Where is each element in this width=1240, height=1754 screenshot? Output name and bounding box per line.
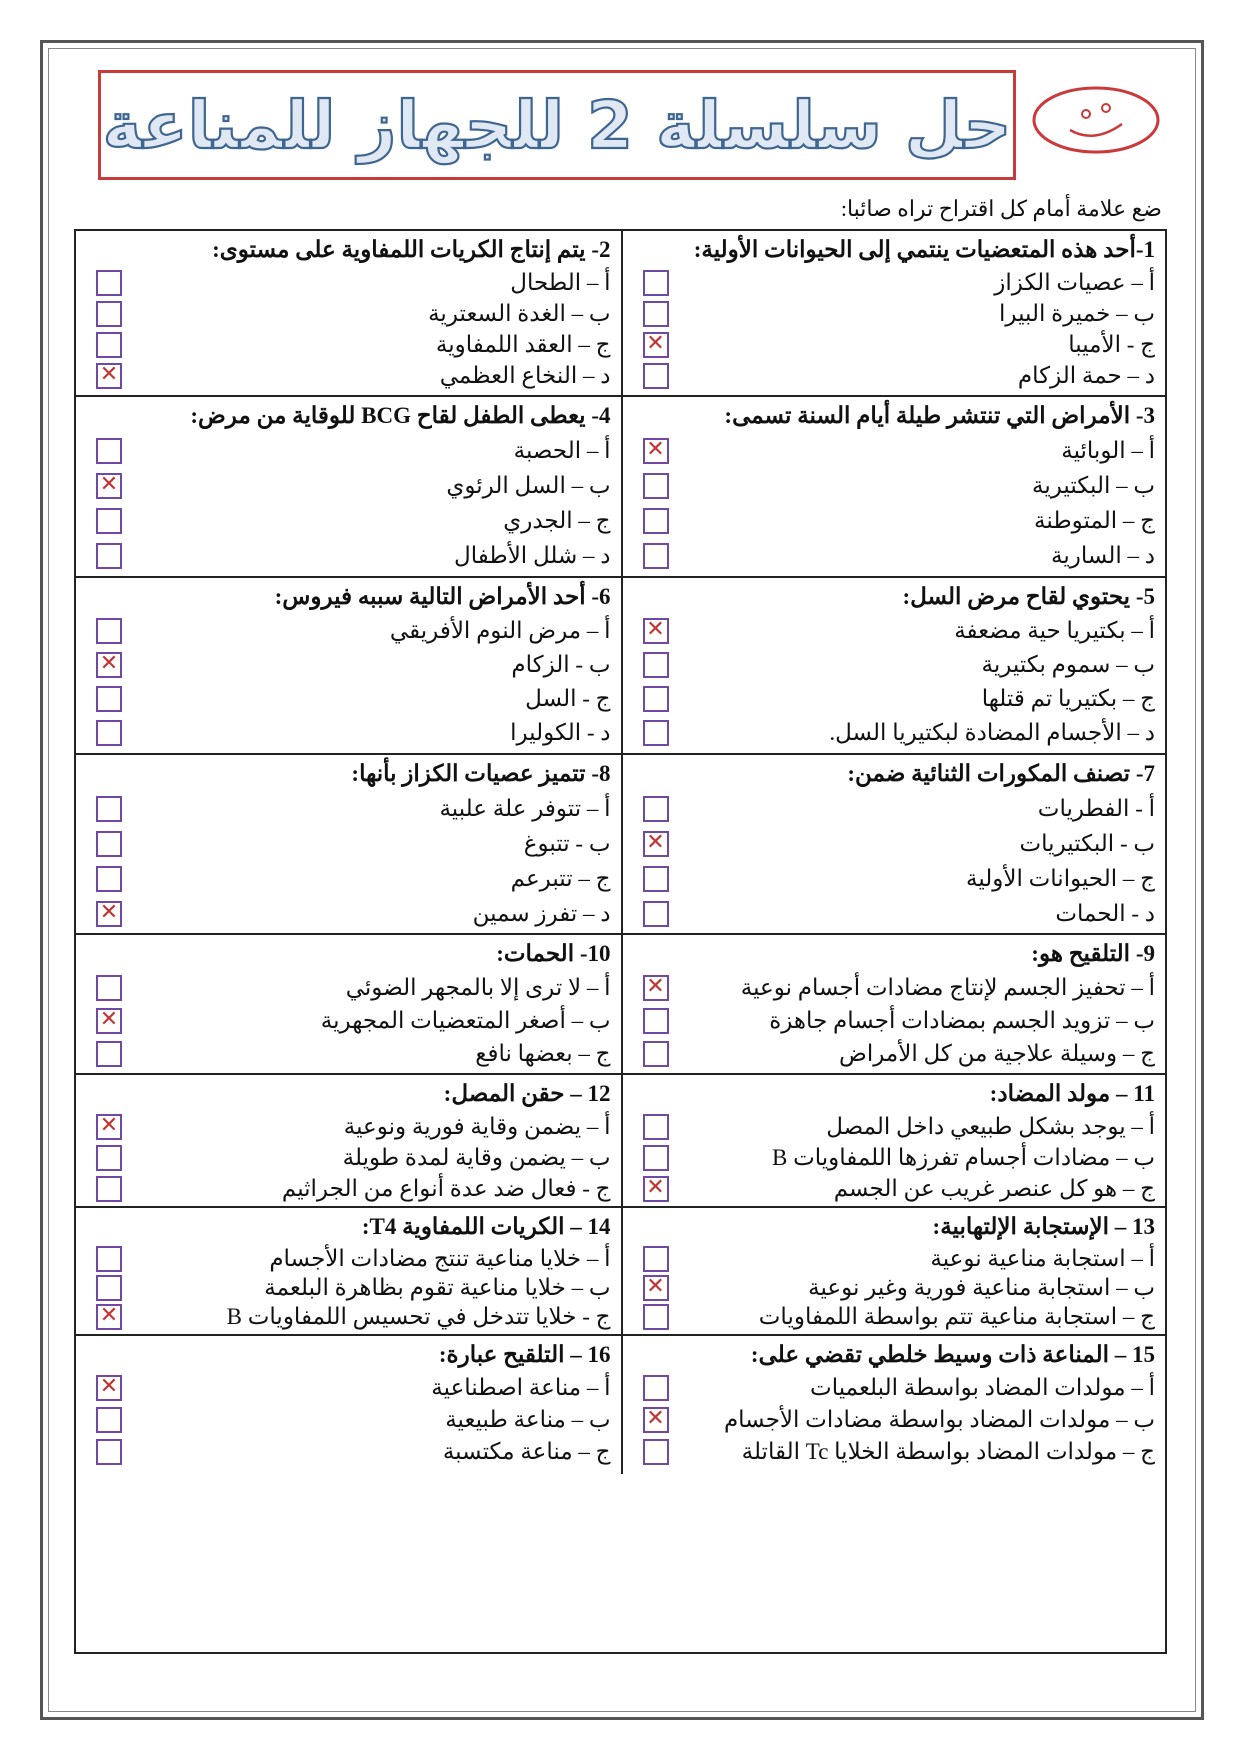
- option-text: ج - السل: [525, 686, 611, 711]
- x-mark-icon: ✕: [99, 651, 119, 676]
- option-row: [86, 433, 611, 468]
- option-row: [633, 538, 1156, 573]
- option-row: [633, 433, 1156, 468]
- option-row: [633, 971, 1156, 1004]
- x-mark-icon: ✕: [99, 361, 119, 387]
- option-text: د – حمة الزكام: [1017, 362, 1155, 388]
- checkbox-icon[interactable]: [643, 1246, 669, 1272]
- option-row: [633, 826, 1156, 861]
- option-text: ج – وسيلة علاجية من كل الأمراض: [839, 1040, 1155, 1066]
- option-text: أ – تحفيز الجسم لإنتاج مضادات أجسام نوعية: [740, 974, 1155, 1000]
- option-text: ب – البكتيرية: [1032, 472, 1155, 498]
- checkbox-icon[interactable]: [643, 1439, 669, 1465]
- option-text: د – الأجسام المضادة لبكتيريا السل.: [829, 720, 1155, 745]
- option-text: ج – بكتيريا تم قتلها: [981, 686, 1155, 711]
- checkbox-icon[interactable]: [96, 1114, 122, 1140]
- checkbox-icon[interactable]: [96, 901, 122, 927]
- checkbox-icon[interactable]: [96, 1375, 122, 1401]
- option-row: [633, 896, 1156, 931]
- question-text: 14 – الكريات اللمفاوية T4:: [361, 1214, 611, 1239]
- option-row: [633, 329, 1156, 360]
- question-text: 4- يعطى الطفل لقاح BCG للوقاية من مرض:: [190, 403, 611, 428]
- option-row: [86, 1244, 611, 1273]
- checkbox-icon[interactable]: [96, 796, 122, 822]
- checkbox-icon[interactable]: [96, 975, 122, 1001]
- checkbox-icon[interactable]: [643, 1145, 669, 1171]
- option-row: [86, 614, 611, 648]
- checkbox-icon[interactable]: [96, 1008, 122, 1034]
- checkbox-icon[interactable]: [643, 652, 669, 678]
- option-row: [86, 648, 611, 682]
- checkbox-icon[interactable]: [96, 1145, 122, 1171]
- option-text: د – السارية: [1050, 542, 1155, 568]
- option-text: د – النخاع العظمي: [439, 362, 611, 388]
- option-row: [86, 1037, 611, 1070]
- question-cell-9: [621, 935, 1166, 1075]
- option-row: [633, 267, 1156, 298]
- option-row: [86, 896, 611, 931]
- option-row: [86, 468, 611, 503]
- option-text: أ – الحصبة: [513, 437, 611, 463]
- option-row: [86, 1111, 611, 1142]
- x-mark-icon: ✕: [646, 1406, 665, 1431]
- option-text: أ – استجابة مناعية نوعية: [930, 1245, 1155, 1271]
- option-row: [86, 716, 611, 750]
- x-mark-icon: ✕: [99, 1374, 119, 1399]
- question-cell-15: [621, 1336, 1166, 1474]
- checkbox-icon[interactable]: [643, 796, 669, 822]
- checkbox-icon[interactable]: [96, 1439, 122, 1465]
- option-row: [86, 1436, 611, 1468]
- option-row: [633, 1111, 1156, 1142]
- option-row: [86, 1173, 611, 1204]
- option-row: [633, 1173, 1156, 1204]
- option-row: [86, 861, 611, 896]
- checkbox-icon[interactable]: [643, 901, 669, 927]
- checkbox-icon[interactable]: [96, 831, 122, 857]
- question-cell-6: [76, 578, 621, 755]
- checkbox-icon[interactable]: [96, 1246, 122, 1272]
- question-cell-2: [76, 231, 621, 397]
- checkbox-icon[interactable]: [643, 1114, 669, 1140]
- option-row: [633, 861, 1156, 896]
- checkbox-icon[interactable]: [643, 1407, 669, 1433]
- option-text: ب – الغدة السعترية: [428, 300, 611, 326]
- option-row: [86, 1372, 611, 1404]
- option-row: [86, 360, 611, 391]
- question-cell-14: [76, 1208, 621, 1336]
- checkbox-icon[interactable]: [96, 301, 122, 327]
- option-row: [86, 1004, 611, 1037]
- checkbox-icon[interactable]: [96, 618, 122, 644]
- option-text: د - الحمات: [1055, 900, 1155, 926]
- option-row: [633, 682, 1156, 716]
- checkbox-icon[interactable]: [643, 543, 669, 569]
- option-text: ب – مضادات أجسام تفرزها اللمفاويات B: [771, 1144, 1155, 1170]
- question-cell-4: [76, 397, 621, 578]
- checkbox-icon[interactable]: [96, 686, 122, 712]
- option-text: أ – يضمن وقاية فورية ونوعية: [343, 1113, 611, 1139]
- checkbox-icon[interactable]: [643, 438, 669, 464]
- option-row: [86, 791, 611, 826]
- option-row: [633, 648, 1156, 682]
- option-text: ج – تتبرعم: [510, 865, 611, 891]
- option-text: ب – السل الرئوي: [446, 472, 611, 498]
- checkbox-icon[interactable]: [96, 866, 122, 892]
- option-text: ج – المتوطنة: [1034, 507, 1155, 533]
- question-text: 16 – التلقيح عبارة:: [438, 1342, 611, 1367]
- option-row: [633, 1302, 1156, 1331]
- x-mark-icon: ✕: [646, 330, 665, 356]
- checkbox-icon[interactable]: [96, 438, 122, 464]
- x-mark-icon: ✕: [646, 1273, 665, 1299]
- question-cell-5: [621, 578, 1166, 755]
- option-text: ب – سموم بكتيرية: [981, 652, 1155, 677]
- x-mark-icon: ✕: [646, 617, 665, 642]
- checkbox-icon[interactable]: [96, 1041, 122, 1067]
- question-text: 12 – حقن المصل:: [443, 1081, 611, 1106]
- option-text: ج – العقد اللمفاوية: [435, 331, 611, 357]
- option-text: ج – الجدري: [503, 507, 611, 533]
- option-text: ب – مناعة طبيعية: [445, 1407, 611, 1432]
- x-mark-icon: ✕: [646, 1174, 665, 1200]
- question-cell-10: [76, 935, 621, 1075]
- option-row: [86, 1302, 611, 1331]
- checkbox-icon[interactable]: [96, 543, 122, 569]
- quiz-grid: [74, 229, 1167, 1654]
- option-row: [633, 298, 1156, 329]
- option-text: ب – تزويد الجسم بمضادات أجسام جاهزة: [769, 1007, 1155, 1033]
- option-text: أ – عصيات الكزاز: [994, 269, 1155, 295]
- option-text: أ – الطحال: [510, 269, 611, 295]
- checkbox-icon[interactable]: [643, 473, 669, 499]
- checkbox-icon[interactable]: [643, 686, 669, 712]
- option-text: د - الكوليرا: [510, 720, 611, 745]
- option-row: [86, 298, 611, 329]
- question-text: 1-أحد هذه المتعضيات ينتمي إلى الحيوانات الأولية:: [693, 237, 1155, 262]
- checkbox-icon[interactable]: [643, 270, 669, 296]
- option-text: ب – استجابة مناعية فورية وغير نوعية: [808, 1274, 1155, 1300]
- checkbox-icon[interactable]: [643, 1275, 669, 1301]
- checkbox-icon[interactable]: [96, 1176, 122, 1202]
- option-text: ج – بعضها نافع: [475, 1040, 611, 1066]
- option-text: ج - خلايا تتدخل في تحسيس اللمفاويات B: [226, 1303, 611, 1329]
- option-row: [633, 360, 1156, 391]
- question-cell-1: [621, 231, 1166, 397]
- checkbox-icon[interactable]: [643, 1304, 669, 1330]
- question-cell-13: [621, 1208, 1166, 1336]
- checkbox-icon[interactable]: [643, 363, 669, 389]
- option-text: ب – خلايا مناعية تقوم بظاهرة البلعمة: [264, 1274, 611, 1300]
- option-row: [633, 1273, 1156, 1302]
- option-row: [86, 329, 611, 360]
- option-row: [633, 1436, 1156, 1468]
- instruction-text: ضع علامة أمام كل اقتراح تراه صائبا:: [840, 196, 1162, 221]
- checkbox-icon[interactable]: [643, 1375, 669, 1401]
- option-text: ب - البكتيريات: [1019, 830, 1155, 856]
- option-text: ج – استجابة مناعية تتم بواسطة اللمفاويات: [758, 1303, 1155, 1329]
- checkbox-icon[interactable]: [643, 301, 669, 327]
- checkbox-icon[interactable]: [96, 720, 122, 746]
- option-row: [86, 1404, 611, 1436]
- checkbox-icon[interactable]: [643, 831, 669, 857]
- option-text: أ – تتوفر علة علبية: [439, 795, 611, 821]
- checkbox-icon[interactable]: [96, 508, 122, 534]
- checkbox-icon[interactable]: [96, 1275, 122, 1301]
- option-text: ب – أصغر المتعضيات المجهرية: [320, 1007, 611, 1033]
- checkbox-icon[interactable]: [643, 618, 669, 644]
- question-cell-7: [621, 755, 1166, 935]
- checkbox-icon[interactable]: [643, 1008, 669, 1034]
- option-text: أ - الفطريات: [1037, 795, 1155, 821]
- checkbox-icon[interactable]: [96, 332, 122, 358]
- option-text: أ – مناعة اصطناعية: [431, 1375, 611, 1400]
- option-text: أ – مولدات المضاد بواسطة البلعميات: [810, 1375, 1155, 1400]
- checkbox-icon[interactable]: [96, 652, 122, 678]
- question-text: 13 – الإستجابة الإلتهابية:: [932, 1214, 1155, 1239]
- checkbox-icon[interactable]: [643, 720, 669, 746]
- option-row: [633, 1372, 1156, 1404]
- option-row: [633, 468, 1156, 503]
- option-text: ج – مناعة مكتسبة: [442, 1439, 611, 1464]
- option-row: [86, 538, 611, 573]
- question-text: 3- الأمراض التي تنتشر طيلة أيام السنة تسمى:: [724, 403, 1155, 428]
- question-text: 6- أحد الأمراض التالية سببه فيروس:: [274, 584, 611, 609]
- x-mark-icon: ✕: [646, 829, 665, 855]
- question-text: 5- يحتوي لقاح مرض السل:: [902, 584, 1155, 609]
- option-text: ب - الزكام: [511, 652, 611, 677]
- option-text: ج – مولدات المضاد بواسطة الخلايا Tc القاتلة: [741, 1439, 1155, 1464]
- checkbox-icon[interactable]: [643, 1041, 669, 1067]
- checkbox-icon[interactable]: [96, 1304, 122, 1330]
- question-text: 8- تتميز عصيات الكزاز بأنها:: [351, 761, 611, 786]
- option-text: ج - الأميبا: [1068, 331, 1155, 357]
- question-cell-12: [76, 1075, 621, 1208]
- question-cell-11: [621, 1075, 1166, 1208]
- option-row: [633, 791, 1156, 826]
- checkbox-icon[interactable]: [96, 1407, 122, 1433]
- option-text: ج – هو كل عنصر غريب عن الجسم: [833, 1175, 1155, 1201]
- smiley-face-icon: [1030, 84, 1162, 156]
- option-text: أ – مرض النوم الأفريقي: [389, 618, 611, 643]
- x-mark-icon: ✕: [99, 1006, 119, 1032]
- option-text: أ – يوجد بشكل طبيعي داخل المصل: [826, 1113, 1155, 1139]
- option-text: د – شلل الأطفال: [454, 542, 611, 568]
- checkbox-icon[interactable]: [96, 363, 122, 389]
- x-mark-icon: ✕: [99, 471, 119, 497]
- option-row: [86, 503, 611, 538]
- checkbox-icon[interactable]: [643, 332, 669, 358]
- question-text: 11 – مولد المضاد:: [989, 1081, 1155, 1106]
- checkbox-icon[interactable]: [643, 1176, 669, 1202]
- option-row: [86, 267, 611, 298]
- option-text: أ – خلايا مناعية تنتج مضادات الأجسام: [269, 1245, 611, 1271]
- option-row: [86, 826, 611, 861]
- question-cell-16: [76, 1336, 621, 1474]
- option-row: [633, 614, 1156, 648]
- option-row: [86, 971, 611, 1004]
- question-text: 9- التلقيح هو:: [1031, 941, 1155, 966]
- option-row: [633, 1004, 1156, 1037]
- x-mark-icon: ✕: [99, 899, 119, 925]
- checkbox-icon[interactable]: [96, 270, 122, 296]
- option-text: ج – الحيوانات الأولية: [965, 865, 1155, 891]
- x-mark-icon: ✕: [99, 1302, 119, 1328]
- option-text: ج - فعال ضد عدة أنواع من الجراثيم: [281, 1175, 611, 1201]
- checkbox-icon[interactable]: [643, 508, 669, 534]
- question-text: 7- تصنف المكورات الثنائية ضمن:: [847, 761, 1155, 786]
- option-row: [633, 1142, 1156, 1173]
- page-title: حل سلسلة 2 للجهاز للمناعة: [102, 86, 1012, 164]
- option-text: د – تفرز سمين: [472, 900, 611, 926]
- x-mark-icon: ✕: [646, 973, 665, 999]
- option-text: أ – بكتيريا حية مضعفة: [954, 618, 1155, 643]
- option-text: أ – الوبائية: [1061, 437, 1155, 463]
- question-text: 15 – المناعة ذات وسيط خلطي تقضي على:: [750, 1342, 1155, 1367]
- option-row: [86, 1142, 611, 1173]
- option-text: ب - تتبوغ: [523, 830, 611, 856]
- checkbox-icon[interactable]: [643, 975, 669, 1001]
- x-mark-icon: ✕: [646, 436, 665, 462]
- option-text: ب – يضمن وقاية لمدة طويلة: [342, 1144, 611, 1170]
- option-row: [633, 1404, 1156, 1436]
- question-text: 10- الحمات:: [496, 941, 611, 966]
- question-cell-3: [621, 397, 1166, 578]
- x-mark-icon: ✕: [99, 1112, 119, 1138]
- option-row: [86, 1273, 611, 1302]
- option-row: [633, 716, 1156, 750]
- option-text: ب – مولدات المضاد بواسطة مضادات الأجسام: [723, 1407, 1155, 1432]
- option-text: أ – لا ترى إلا بالمجهر الضوئي: [345, 974, 611, 1000]
- option-row: [633, 1244, 1156, 1273]
- question-text: 2- يتم إنتاج الكريات اللمفاوية على مستوى:: [212, 237, 611, 262]
- option-row: [633, 1037, 1156, 1070]
- option-text: ب – خميرة البيرا: [999, 300, 1155, 326]
- option-row: [86, 682, 611, 716]
- option-row: [633, 503, 1156, 538]
- question-cell-8: [76, 755, 621, 935]
- checkbox-icon[interactable]: [643, 866, 669, 892]
- checkbox-icon[interactable]: [96, 473, 122, 499]
